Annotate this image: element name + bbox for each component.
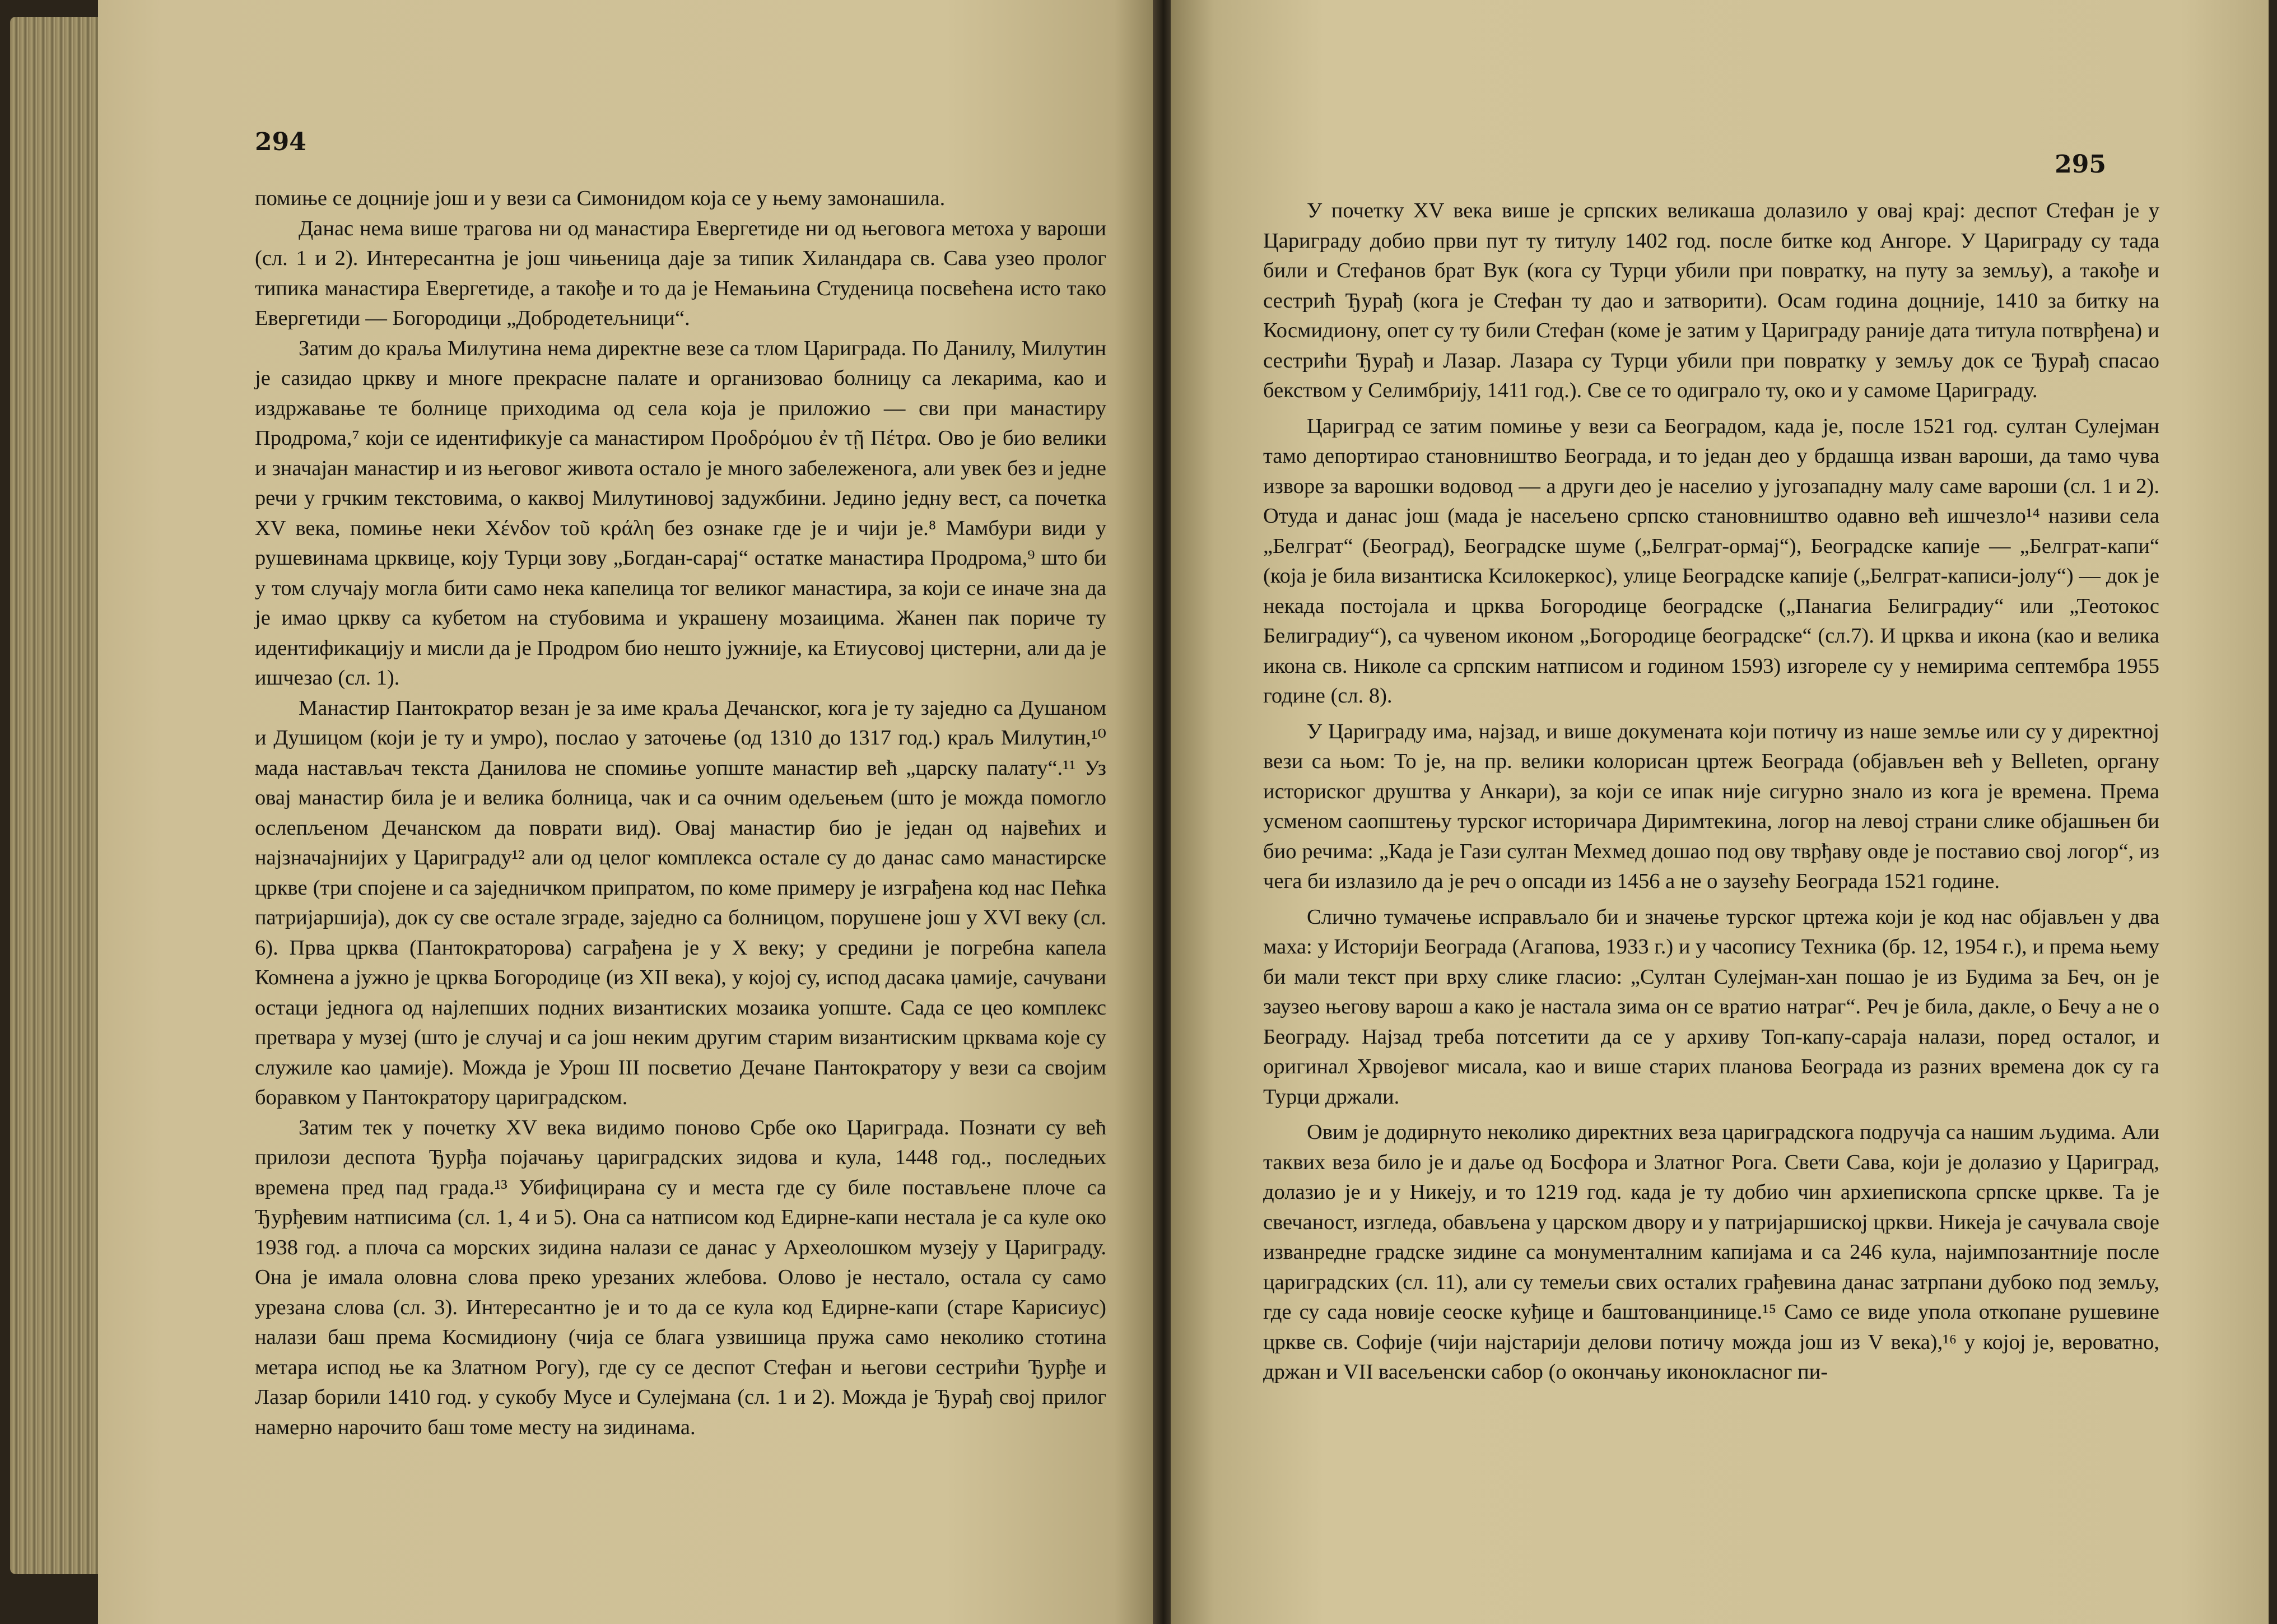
paragraph: Слично тумачење исправљало би и значење турског цртежа који је код нас објављен у два маха: у Историји Београда (Агапова, 1933 г.) и у часопису Техника (бр. 12, 1954 г.), и према њему би мали текст при врху слике гласио: „Султан Сулејман-хан пошао је из Будима за Беч, он је заузео његову варош а како је настала зима он се вратио натраг“. Реч је била, дакле, о Бечу а не о Београду. Најзад треба потсетити да се у архиву Топ-капу-сараја налази, поред осталог, и оригинал Хрвојевог мисала, као и више старих планова Београда из разних времена док су га Турци држали. [1263, 905, 2159, 1109]
right-page-text [1263, 196, 2159, 1388]
left-page [98, 0, 1157, 1624]
page-edges [10, 17, 108, 1574]
paragraph: Цариград се затим помиње у вези са Београдом, када је, после 1521 год. султан Сулејман тамо депортирао становништво Београда, и то један део у брдашца изван вароши, да тамо чува изворе за варошки водовод — а други део је населио у југозападну малу саме вароши (сл. 1 и 2). Отуда и данас још (мада је насељено српско становништво одавно већ ишчезло¹⁴ називи села „Белграт“ (Београд), Београдске шуме („Белграт-ормај“), Београдске капије — „Белграт-капи“ (која је била византиска Ксилокеркос), улице Београдске капије („Белграт-каписи-јолу“) — док је некада постојала и црква Богородице београдске („Панагиа Белиградиу“ или „Теотокос Белиградиу“), са чувеном иконом „Богородице београдске“ (сл.7). И црква и икона (као и велика икона св. Николе са српским натписом и годином 1593) изгореле су у немирима септембра 1955 године (сл. 8). [1263, 414, 2159, 708]
right-page-number: 295 [2055, 150, 2106, 179]
paragraph: Манастир Пантократор везан је за име краља Дечанског, кога је ту заједно са Душаном и Душицом (који је ту и умро), послао у заточење (од 1310 до 1317 год.) краљ Милутин,¹⁰ мада настављач текста Данилова не спомиње уопште манастир већ „царску палату“.¹¹ Уз овај манастир била је и велика болница, чак и са очним одељењем (што је можда помогло ослепљеном Дечанском да поврати вид). Овај манастир био је један од највећих и најзначајнијих у Цариграду¹² али од целог комплекса остале су до данас само манастирске цркве (три спојене и са заједничком припратом, по коме примеру је изграђена код нас Пећка патријаршија), док су све остале зграде, заједно са болницом, порушене још у XVI веку (сл. 6). Прва црква (Пантократорова) саграђена је у X веку; у средини је погребна капела Комнена а јужно је црква Богородице (из XII века), у којој су, испод дасака џамије, сачувани остаци једнога од најлепших подних византиских мозаика уопште. Сада се цео комплекс претвара у музеј (што је случај и са још неким другим старим византиским црквама које су служиле као џамије). Можда је Урош III посветио Дечане Пантократору у вези са својим боравком у Пантократору цариградском. [255, 696, 1106, 1109]
paragraph: Овим је додирнуто неколико директних веза цариградскога подручја са нашим људима. Али таквих веза било је и даље од Босфора и Златног Рога. Свети Сава, који је долазио у Цариград, долазио је и у Никеју, и то 1219 год. када је ту добио чин архиепископа српске цркве. Та је свечаност, изгледа, обављена у царском двору и у патријаршиској цркви. Никеја је сачувала своје изванредне градске зидине са монументалним капијама и са 246 кула, најимпозантније после цариградских (сл. 11), али су темељи свих осталих грађевина данас затрпани дубоко под земљу, где су сада новије сеоске куђице и баштованџинице.¹⁵ Само се виде упола откопане рушевине цркве св. Софије (чији најстарији делови потичу можда још из V века),¹⁶ у којој је, вероватно, држан и VII васељенски сабор (о окончању иконокласног пи- [1263, 1120, 2159, 1384]
paragraph: У почетку XV века више је српских великаша долазило у овај крај: деспот Стефан је у Цариграду добио први пут ту титулу 1402 год. после битке код Ангоре. У Цариграду су тада били и Стефанов брат Вук (кога су Турци убили при повратку, на путу за земљу), а такође и сестрић Ђурађ (кога је Стефан ту дао и затворити). Осам година доцније, 1410 за битку на Космидиону, опет су ту били Стефан (коме је затим у Цариграду раније дата титула потврђена) и сестрићи Ђурађ и Лазар. Лазара су Турци убили при повратку у земљу док се Ђурађ спасао бекством у Селимбрију, 1411 год.). Све се то одиграло ту, око и у самоме Цариграду. [1263, 199, 2159, 402]
paragraph: помиње се доцније још и у вези са Симонидом која се у њему замонашила. [255, 187, 946, 210]
left-page-number: 294 [255, 128, 306, 156]
paragraph: Затим до краља Милутина нема директне везе са тлом Цариграда. По Данилу, Милутин је сазидао цркву и многе прекрасне палате и организовао болницу са лекарима, као и издржавање те болнице приходима од села која је приложио — сви при манастиру Продрома,⁷ који се идентификује са манастиром Προδρόμου ἐν τῇ Πέτρα. Ово је био велики и значајан манастир и из његовог живота остало је много забележенога, али увек без и једне речи у грчким текстовима, о каквој Милутиновој задужбини. Једино једну вест, са почетка XV века, помиње неки Χένδον τοῦ κράλη без ознаке где је и чији је.⁸ Мамбури види у рушевинама црквице, коју Турци зову „Богдан-сарај“ остатке манастира Продрома,⁹ што би у том случају могла бити само нека капелица тог великог манастира, за који се иначе зна да је имао цркву са кубетом на стубовима и украшену мозаицима. Жанен пак пориче ту идентификацију и мисли да је Продром био нешто јужније, ка Етиусовој цистерни, али да је ишчезао (сл. 1). [255, 336, 1106, 690]
paragraph: У Цариграду има, најзад, и више докумената који потичу из наше земље или су у директној вези са њом: То је, на пр. велики колорисан цртеж Београда (објављен већ у Belleten, органу историског друштва у Анкари), за који се ипак није сигурно знало из кога је времена. Према усменом саопштењу турског историчара Диримтекина, логор на левој страни слике објашњен би био речима: „Када је Гази султан Мехмед дошао под ову тврђаву овде је поставио свој логор“, из чега би излазило да је реч о опсади из 1456 а не о заузећу Београда 1521 године. [1263, 719, 2159, 893]
paragraph: Данас нема више трагова ни од манастира Евергетиде ни од његовога метоха у вароши (сл. 1 и 2). Интересантна је још чињеница даје за типик Хиландара св. Сава узео пролог типика манастира Евергетиде, а такође и то да је Немањина Студеница посвећена исто тако Евергетиди — Богородици „Добродетељници“. [255, 216, 1106, 330]
right-page [1171, 0, 2269, 1624]
paragraph: Затим тек у почетку XV века видимо поново Србе око Цариграда. Познати су већ прилози деспота Ђурђа појачању цариградских зидова и кула, 1448 год., последњих времена пред пад града.¹³ Убифицирана су и места где су биле постављене плоче са Ђурђевим натписима (сл. 1, 4 и 5). Она са натписом код Едирне-капи нестала је са куле око 1938 год. а плоча са морских зидина налази се данас у Археолошком музеју у Цариграду. Она је имала оловна слова преко урезаних жлебова. Олово је нестало, остала су само урезана слова (сл. 3). Интересантно је и то да се кула код Едирне-капи (старе Карисиус) налази баш према Космидиону (чија се блага узвишица пружа само неколико стотина метара испод ње ка Златном Рогу), где су се деспот Стефан и његови сестрићи Ђурђе и Лазар борили 1410 год. у сукобу Мусе и Сулејмана (сл. 1 и 2). Можда је Ђурађ свој прилог намерно нарочито баш томе месту на зидинама. [255, 1115, 1106, 1439]
left-page-text [255, 184, 1106, 1442]
